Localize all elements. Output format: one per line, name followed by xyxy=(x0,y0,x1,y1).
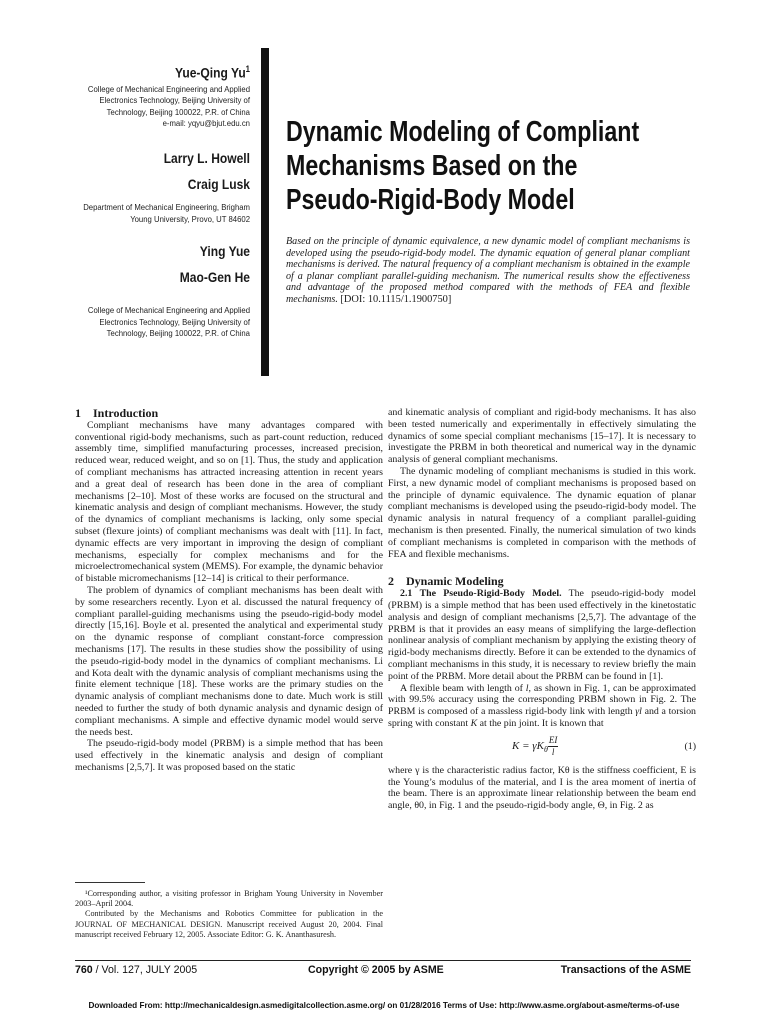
affiliation-bjut-2: College of Mechanical Engineering and Applied Electronics Technology, Beijing University of Technology, Beijing 100022, P.R. of China xyxy=(87,305,250,339)
footnote: ¹Corresponding author, a visiting professor in Brigham Young University in November 2003–April 2004. xyxy=(75,889,383,909)
author-name-yue: Ying Yue xyxy=(199,243,250,260)
author-name-yu: Yue-Qing Yu$^1$ xyxy=(174,64,250,81)
footnote-rule xyxy=(75,882,145,883)
paragraph: The pseudo-rigid-body model (PRBM) is a simple method that has been used effectively in the kinematic analysis and design of compliant mechanisms [2,5,7]. It was proposed based on the static xyxy=(75,738,383,773)
footer-rule xyxy=(75,960,691,961)
author-name-lusk: Craig Lusk xyxy=(187,176,250,193)
left-column xyxy=(75,408,383,774)
footer-journal: Transactions of the ASME xyxy=(560,964,691,976)
page-number: 760 xyxy=(75,964,93,976)
abstract-text: Based on the principle of dynamic equivalence, a new dynamic model of compliant mechanisms is developed using the pseudo-rigid-body model. The dynamic equation of general planar compliant mechanisms is derived. The natural frequency of a compliant mechanism is obtained in the example of a planar compliant parallel-guiding mechanism. The numerical results show the effectiveness and advantage of the proposed method compared with the methods of FEA and flexible mechanisms. xyxy=(286,236,690,305)
equation-1: $K = \gamma K_\theta$ $\frac{EI}{l}$ (1) xyxy=(512,735,696,758)
footnote: Contributed by the Mechanisms and Robotics Committee for publication in the JOURNAL OF MECHANICAL DESIGN. Manuscript received August 20, 2004. Final manuscript received February 12, 2005. Associate Editor: G. K. Ananthasuresh. xyxy=(75,909,383,939)
equation-number: (1) xyxy=(684,740,696,752)
author-name-he: Mao-Gen He xyxy=(179,269,250,286)
paper-title: Dynamic Modeling of Compliant Mechanisms Based on the Pseudo-Rigid-Body Model xyxy=(286,116,640,216)
author-block xyxy=(60,60,250,340)
download-notice: Downloaded From: http://mechanicaldesign.asmedigitalcollection.asme.org/ on 01/28/2016 Terms of Use: http://www.asme.org/about-asme/terms-of-use xyxy=(88,1001,680,1010)
paragraph: The dynamic modeling of compliant mechanisms is studied in this work. First, a new dynamic model of compliant mechanisms is proposed based on the principle of dynamic equivalence. The dynamic equation of planar compliant mechanisms is developed using the pseudo-rigid-body model. The dynamic analysis in natural frequency of a compliant parallel-guiding mechanism is then presented. Finally, the numerical simulation of two kinds of compliant mechanisms is completed in comparison with the methods of FEA and flexible mechanisms. xyxy=(388,465,696,560)
footer-copyright: Copyright © 2005 by ASME xyxy=(308,964,444,976)
abstract xyxy=(286,236,690,306)
paragraph: The problem of dynamics of compliant mechanisms has been dealt with by some researchers recently. Lyon et al. discussed the natural frequency of compliant parallel-guiding mechanisms using the pseudo-rigid-body model directly [15,16]. Boyle et al. presented the analytical and experimental study on the dynamic response of compliant constant-force compression mechanisms [17]. The results in these studies show the possibility of using the pseudo-rigid-body model in the dynamics of compliant mechanisms. Li and Kota dealt with the dynamic analysis of compliant mechanisms using the finite element technique [18]. These works are the primary studies on the dynamic analysis of compliant mechanisms done to date. Much work is still needed to further the study of both dynamic analysis and dynamic design of compliant mechanisms. A simple and effective dynamic model would serve the needs best. xyxy=(75,584,383,738)
section-heading-introduction: 1 Introduction xyxy=(75,406,159,420)
right-column xyxy=(388,407,696,812)
footer-page-info: 760 / Vol. 127, JULY 2005 xyxy=(75,964,198,976)
author-email: e-mail: yqyu@bjut.edu.cn xyxy=(162,118,250,129)
header-divider-bar xyxy=(261,48,269,376)
affiliation-bjut-1: College of Mechanical Engineering and Applied Electronics Technology, Beijing University of Technology, Beijing 100022, P.R. of China e-mail: yqyu@bjut.edu.cn xyxy=(79,84,250,130)
affiliation-byu: Department of Mechanical Engineering, Brigham Young University, Provo, UT 84602 xyxy=(83,202,250,224)
paragraph: A flexible beam with length of l, as shown in Fig. 1, can be approximated with 99.5% accuracy using the corresponding PRBM shown in Fig. 2. The PRBM is composed of a massless rigid-body link with length γl and a torsion spring with constant K at the pin joint. It is known that xyxy=(388,682,696,729)
paragraph: Compliant mechanisms have many advantages compared with conventional rigid-body mechanisms, such as part-count reduction, reduced assembly time, simplified manufacturing processes, increased precision, reduced wear, reduced weight, and so on [1]. Thus, the study and application of compliant mechanisms has attracted increasing attention in recent years and a great deal of research has been done in the area of compliant mechanisms [2–10]. Most of these works are focused on the structural and kinematic analysis and design of compliant mechanisms. However, the study of the dynamics of compliant mechanisms is lacking, only some special subset (flexure joints) of compliant mechanisms was dealt with [11]. In fact, dynamic effects are very important in improving the design of compliant mechanisms, especially for complex mechanisms and for the microelectromechanical system (MEMS). For example, the dynamic behavior of bistable micromechanisms [12–14] is critical to their performance. xyxy=(75,419,383,585)
paragraph: and kinematic analysis of compliant and rigid-body mechanisms. It has also been tested numerically and experimentally in effectively simulating the dynamics of some special compliant mechanisms [15–17]. It is necessary to investigate the PRBM in both theoretical and numerical way in the dynamic analysis of general compliant mechanisms. xyxy=(388,407,696,466)
paragraph: where γ is the characteristic radius factor, Kθ is the stiffness coefficient, E is the Young’s modulus of the material, and I is the area moment of inertia of the beam. There is an approximate linear relationship between the beam end angle, θ0, in Fig. 1 and the pseudo-rigid-body angle, Θ, in Fig. 2 as xyxy=(388,764,696,812)
footnotes xyxy=(75,889,383,940)
section-heading-dynamic-modeling: 2 Dynamic Modeling xyxy=(388,574,504,589)
subsection-heading: The Pseudo-Rigid-Body Model. xyxy=(419,588,562,600)
doi-label: [DOI: 10.1115/1.1900750] xyxy=(340,293,452,305)
author-name-howell: Larry L. Howell xyxy=(163,150,250,167)
paragraph: 2.1 The Pseudo-Rigid-Body Model. The pseudo-rigid-body model (PRBM) is a simple method that has been used effectively in the kinetostatic analysis and design of compliant mechanisms [2,5,7]. The advantage of the PRBM is that it provides an easy means of simplifying the large-deflection nonlinear analysis of compliant mechanism by applying the existing theory of rigid-body mechanisms directly. Before it can be extended to the dynamics of compliant mechanisms in this study, it is necessary to review briefly the main point of the PRBM. More detail about the PRBM can be found in [1]. xyxy=(388,588,696,682)
